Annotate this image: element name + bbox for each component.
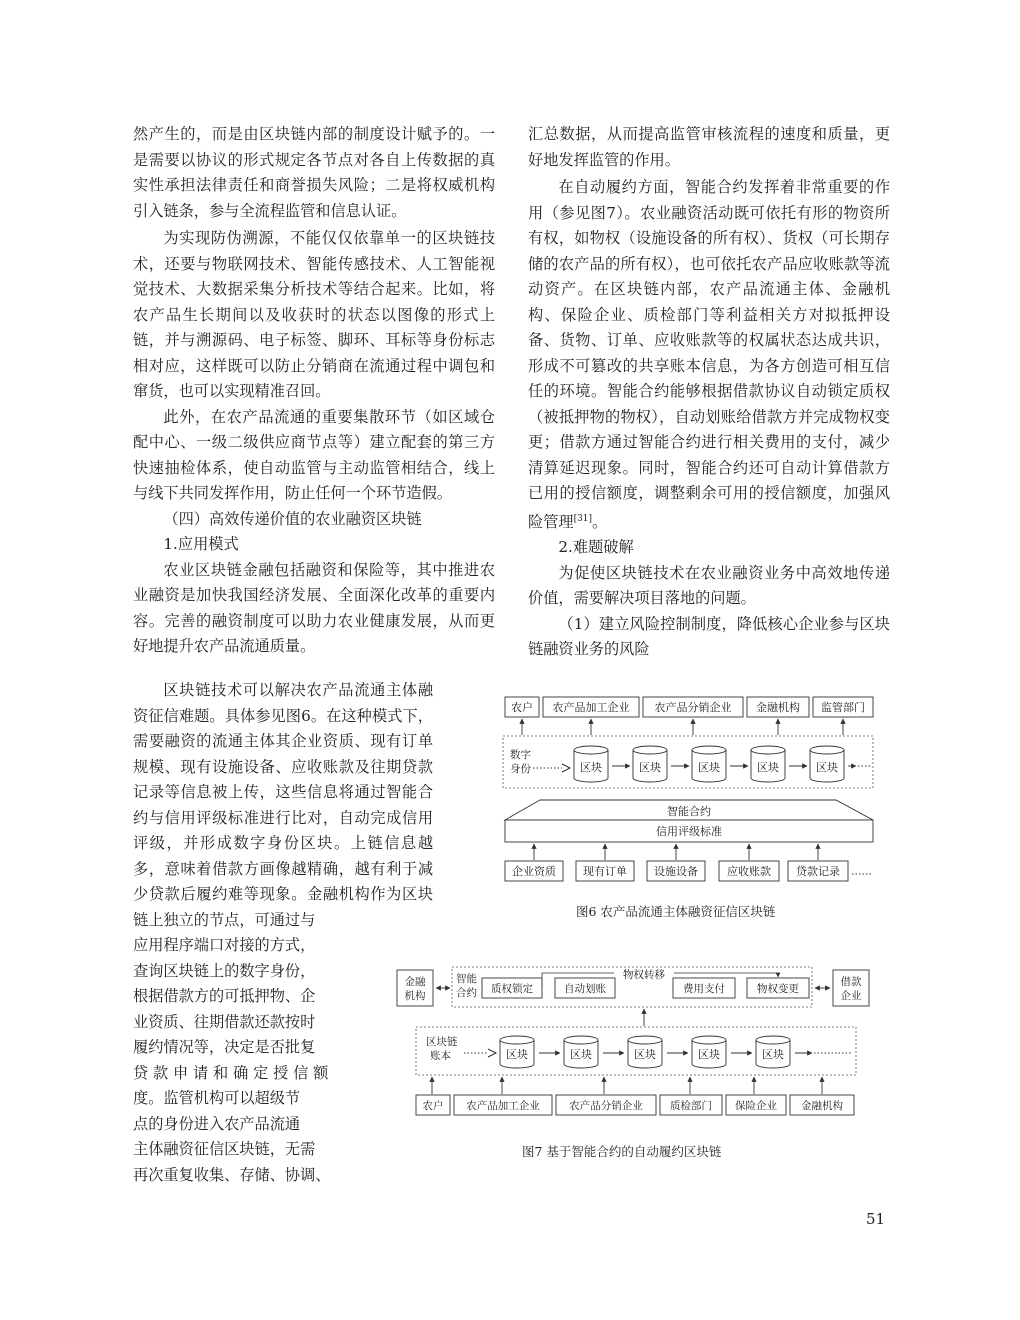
left-paragraph-4: 农业区块链金融包括融资和保险等，其中推进农业融资是加快我国经济发展、全面深化改革的重要内容。完善的融资制度可以助力农业健康发展，从而更好地提升农产品流通质量。 [133, 560, 495, 655]
fig6-bottom-label: 应收账款 [727, 865, 771, 878]
wrap-line: 业资质、往期借款还款按时 [133, 1012, 316, 1031]
fig7-step-label: 物权变更 [757, 983, 799, 995]
left-paragraph-2: 为实现防伪溯源，不能仅仅依靠单一的区块链技术，还要与物联网技术、智能传感技术、人工智能视觉技术、大数据采集分析技术等结合起来。比如，将农产品生长期间以及收获时的状态以图像的形式上链，并与溯源码、电子标签、脚环、耳标等身份标志相对应，这样既可以防止分销商在流通过程中调包和窜货，也可以实现精准召回。 [133, 229, 495, 400]
fig7-contract-label: 合约 [456, 987, 477, 999]
svg-text:区块: 区块 [634, 1048, 656, 1061]
svg-text:区块: 区块 [570, 1048, 592, 1061]
wrap-line: 应用程序端口对接的方式， [133, 936, 316, 954]
wrap-line: 查询区块链上的数字身份， [133, 961, 316, 980]
right-column [528, 122, 890, 663]
left-paragraph-1: 然产生的，而是由区块链内部的制度设计赋予的。一是需要以协议的形式规定各节点对各自上传数据的真实性承担法律责任和商誉损失风险；二是将权威机构引入链条，参与全流程监管和信息认证。 [133, 125, 495, 220]
fig7-borrower-label: 借款 [840, 976, 862, 988]
fig6-top-label: 农产品分销企业 [654, 701, 732, 714]
fig6-bottom-label: 设施设备 [654, 865, 698, 878]
svg-text:区块: 区块 [698, 1048, 720, 1061]
fig6-block [633, 746, 667, 782]
fig7-borrower-label: 企业 [840, 990, 862, 1002]
section-heading-4: （四）高效传递价值的农业融资区块链 [163, 509, 422, 528]
page-number: 51 [866, 1210, 886, 1228]
fig7-bottom-label: 农户 [422, 1100, 444, 1112]
fig6-block [751, 746, 785, 782]
wrap-line: 再次重复收集、存储、协调、 [133, 1165, 331, 1184]
fig7-ledger-label: 账本 [430, 1050, 451, 1062]
fig6-top-label: 农产品加工企业 [552, 701, 630, 714]
fig7-step-label: 费用支付 [683, 983, 725, 995]
svg-text:区块: 区块 [757, 761, 779, 774]
fig6-block [574, 746, 608, 782]
wrap-line: 度。监管机构可以超级节 [133, 1089, 301, 1107]
subsection-heading-problems: 2.难题破解 [558, 538, 634, 557]
fig7-step-label: 质权锁定 [491, 983, 533, 995]
figure-7-caption: 图7 基于智能合约的自动履约区块链 [522, 1144, 722, 1159]
fig6-block [810, 746, 844, 782]
figure-6-diagram [500, 692, 890, 892]
right-paragraph-2-end: 。 [592, 512, 608, 531]
wrap-line: 履约情况等，决定是否批复 [133, 1038, 316, 1056]
svg-text:区块: 区块 [698, 761, 720, 774]
subsection-heading-application: 1.应用模式 [163, 535, 239, 553]
left-paragraph-3: 此外，在农产品流通的重要集散环节（如区域仓配中心、一级二级供应商节点等）建立配套的第三方快速抽检体系，使自动监管与主动监管相结合，线上与线下共同发挥作用，防止任何一个环节造假。 [133, 407, 495, 502]
fig7-bottom-label: 质检部门 [670, 1100, 712, 1112]
right-paragraph-4: （1）建立风险控制制度，降低核心企业参与区块链融资业务的风险 [528, 614, 890, 659]
fig7-contract-label: 智能 [456, 973, 477, 985]
left-wrapped-lines [133, 933, 330, 1188]
right-paragraph-2 [528, 175, 890, 535]
fig6-block [692, 746, 726, 782]
wrap-line: 贷 款 申 请 和 确 定 授 信 额 [133, 1063, 329, 1082]
fig7-block [692, 1036, 726, 1068]
svg-text:区块: 区块 [816, 761, 838, 774]
fig6-top-label: 金融机构 [756, 701, 800, 714]
fig7-bottom-label: 金融机构 [801, 1100, 843, 1112]
left-paragraph-5: 区块链技术可以解决农产品流通主体融资征信难题。具体参见图6。在这种模式下，需要融资的流通主体其企业资质、现有订单规模、现有设施设备、应收账款及往期贷款记录等信息被上传，这些信息将通过智能合约与信用评级标准进行比对，自动完成信用评级，并形成数字身份区块。上链信息越多，意味着借款方画像越精确，越有利于减少贷款后履约难等现象。金融机构作为区块链上独立的节点，可通过与 [133, 681, 433, 929]
right-paragraph-3: 为促使区块链技术在农业融资业务中高效地传递价值，需要解决项目落地的问题。 [528, 563, 890, 608]
figure-7-diagram [392, 964, 878, 1122]
fig7-block [564, 1036, 598, 1068]
fig6-contract-label: 智能合约 [667, 805, 711, 818]
fig6-bottom-label: 贷款记录 [796, 865, 840, 878]
fig7-finance-label: 机构 [404, 990, 426, 1002]
fig7-block [628, 1036, 662, 1068]
fig7-step-label: 自动划账 [564, 983, 606, 995]
fig6-bottom-label: 企业资质 [512, 865, 556, 878]
fig6-top-label: 农户 [511, 701, 533, 714]
left-column [133, 122, 495, 660]
fig7-bottom-label: 农产品加工企业 [466, 1100, 540, 1112]
figure-6-caption: 图6 农产品流通主体融资征信区块链 [576, 904, 776, 919]
svg-text:区块: 区块 [639, 761, 661, 774]
svg-text:区块: 区块 [506, 1048, 528, 1061]
fig6-bottom-label: 现有订单 [583, 865, 627, 878]
fig6-id-label: 数字 [510, 749, 531, 761]
wrap-line: 主体融资征信区块链，无需 [133, 1140, 316, 1158]
wrap-line: 点的身份进入农产品流通 [133, 1114, 301, 1133]
fig6-top-label: 监管部门 [821, 701, 865, 714]
right-paragraph-2-text: 在自动履约方面，智能合约发挥着非常重要的作用（参见图7）。农业融资活动既可依托有形的物资所有权，如物权（设施设备的所有权）、货权（可长期存储的农产品的所有权），也可依托农产品应收账款等流动资产。在区块链内部，农产品流通主体、金融机构、保险企业、质检部门等利益相关方对拟抵押设备、货物、订单、应收账款等的权属状态达成共识，形成不可篡改的共享账本信息，为各方创造可相互信任的环境。智能合约能够根据借款协议自动锁定质权（被抵押物的物权），自动划账给借款方并完成物权变更；借款方通过智能合约进行相关费用的支付，减少清算延迟现象。同时，智能合约还可自动计算借款方已用的授信额度，调整剩余可用的授信额度，加强风险管理 [528, 178, 890, 531]
citation-ref: [31] [573, 513, 593, 524]
svg-text:区块: 区块 [762, 1048, 784, 1061]
fig7-ledger-label: 区块链 [426, 1036, 458, 1048]
svg-text:区块: 区块 [580, 761, 602, 774]
fig7-transfer-label: 物权转移 [623, 969, 665, 981]
wrap-line: 根据借款方的可抵押物、企 [133, 987, 316, 1005]
fig7-bottom-label: 保险企业 [735, 1100, 777, 1112]
fig6-id-label: 身份 [510, 763, 531, 775]
fig6-standard-label: 信用评级标准 [656, 825, 722, 838]
left-narrow-text [133, 678, 433, 933]
fig7-finance-label: 金融 [404, 976, 426, 988]
fig7-bottom-label: 农产品分销企业 [569, 1100, 643, 1112]
right-paragraph-1: 汇总数据，从而提高监管审核流程的速度和质量，更好地发挥监管的作用。 [528, 125, 890, 169]
fig7-block [500, 1036, 534, 1068]
fig7-block [756, 1036, 790, 1068]
